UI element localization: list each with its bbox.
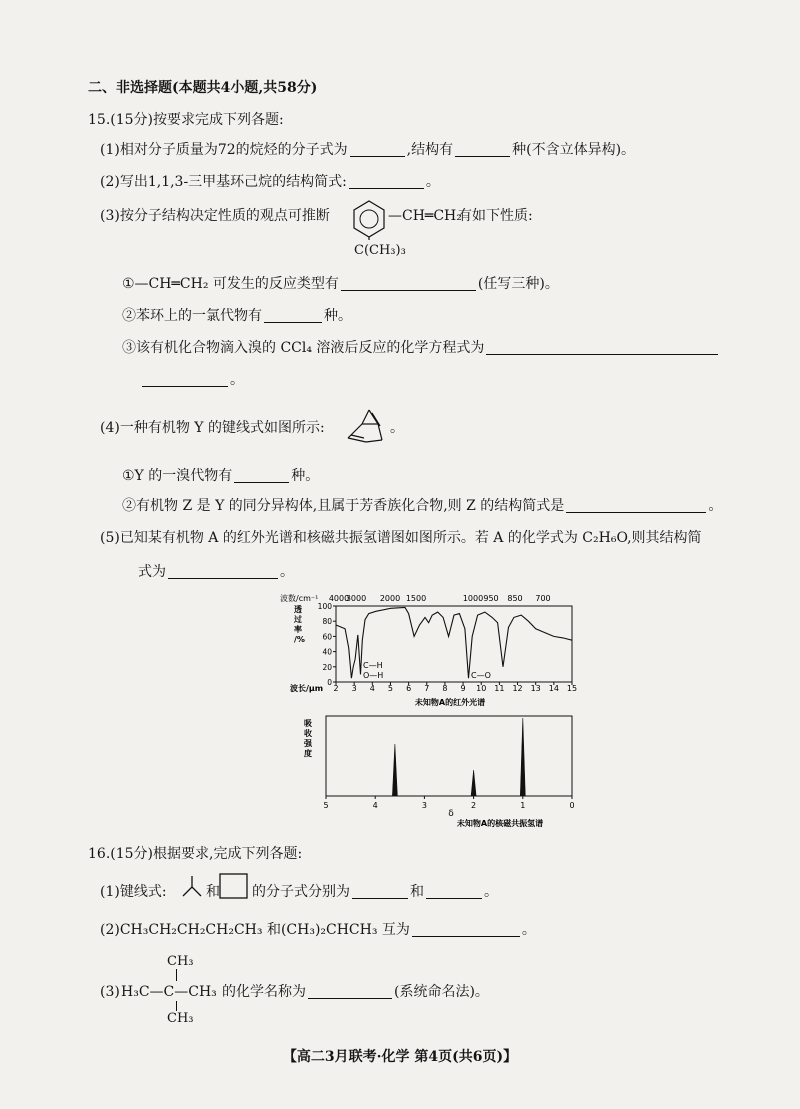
q15-part4-i (122, 466, 319, 486)
ir-xtick-label: 9 (460, 684, 466, 693)
answer-blank[interactable] (234, 468, 289, 483)
ir-top-tick-label: 3000 (345, 594, 367, 603)
q15-p4-ii-text-b: 。 (708, 498, 723, 514)
nmr-xticks (323, 796, 574, 810)
q16-p3-top-methyl: CH₃ (167, 954, 194, 969)
q15-p2-text-b: 。 (425, 174, 440, 190)
ir-top-tick-label: 1500 (405, 594, 427, 603)
bond-line (176, 1001, 177, 1011)
answer-blank[interactable] (455, 142, 510, 157)
bond-line (176, 969, 177, 981)
nmr-xtick-label: 0 (569, 801, 575, 810)
q15-part3-i (122, 274, 559, 294)
propane-skeletal-structure (180, 872, 204, 900)
q15-part1 (100, 140, 635, 160)
nmr-peak (392, 744, 397, 796)
nmr-peak (520, 718, 525, 796)
answer-blank[interactable] (412, 922, 520, 937)
nmr-spectrum-chart (300, 712, 590, 830)
ir-top-ticks (329, 594, 551, 603)
nmr-ylabel-3: 强 (304, 739, 312, 748)
ir-xtick-label: 4 (369, 684, 375, 693)
answer-blank[interactable] (341, 276, 476, 291)
q15-part3-ii (122, 306, 352, 326)
nmr-xtick-label: 4 (372, 801, 378, 810)
q15-p3-text-b: 有如下性质: (458, 208, 533, 224)
q15-p3-iii-text-a: ③该有机化合物滴入溴的 CCl₄ 溶液后反应的化学方程式为 (122, 340, 485, 356)
ir-annotation-co: C—O (471, 671, 491, 680)
ir-ylabel-2: 过 (294, 615, 302, 624)
q16-p1-text-e: 。 (484, 884, 498, 900)
q15-part5: (5)已知某有机物 A 的红外光谱和核磁共振氢谱图如图所示。若 A 的化学式为 C₂H₆O,则其结构简 (100, 530, 702, 546)
ir-ylabel-1: 透 (294, 605, 302, 614)
q15-p4-text-b: 。 (390, 420, 404, 436)
q16-part1-a: (1)键线式: (100, 884, 167, 900)
ir-top-tick-label: 2000 (379, 594, 401, 603)
nmr-xtick-label: 2 (471, 801, 477, 810)
norbornadiene-structure (342, 404, 388, 446)
answer-blank[interactable] (486, 340, 718, 355)
nmr-xlabel: δ (448, 809, 454, 819)
q15-p4-i-text-a: ①Y 的一溴代物有 (122, 468, 233, 484)
nmr-peak (471, 770, 476, 796)
q16-header: 16.(15分)根据要求,完成下列各题: (88, 846, 303, 862)
q16-p3-text-b: 的化学名称为 (222, 984, 306, 1000)
nmr-xtick-label: 1 (520, 801, 526, 810)
ir-top-tick-label: 4000 (328, 594, 350, 603)
ir-xtick-label: 2 (333, 684, 339, 693)
ir-ytick-label: 0 (327, 678, 332, 687)
q15-header: 15.(15分)按要求完成下列各题: (88, 112, 284, 128)
section-title: 二、非选择题(本题共4小题,共58分) (88, 80, 318, 96)
q16-p1-text-b: 和 (206, 884, 220, 900)
ir-ytick-label: 60 (322, 632, 332, 642)
ir-xtick-label: 7 (424, 684, 430, 693)
answer-blank[interactable] (566, 498, 706, 513)
answer-blank[interactable] (264, 308, 322, 323)
ir-ylabel-3: 率 (294, 625, 302, 634)
q16-p3-text-c: (系统命名法)。 (394, 984, 489, 1000)
q15-p5-text-b: 式为 (138, 564, 166, 580)
q15-p3-ii-text-a: ②苯环上的一氯代物有 (122, 308, 262, 324)
q15-p2-text-a: (2)写出1,1,3-三甲基环己烷的结构简式: (100, 174, 347, 190)
ir-spectrum-chart (270, 588, 590, 713)
q15-p5-text-c: 。 (280, 564, 294, 580)
ir-annotation-ch: C—H (363, 661, 383, 670)
q16-p3-bottom-methyl: CH₃ (167, 1011, 194, 1026)
q16-p3-main-chain: H₃C—C—CH₃ (121, 984, 217, 1000)
q16-part2 (100, 920, 536, 940)
benzene-ring-structure (349, 198, 389, 240)
ir-ytick-label: 20 (322, 662, 332, 672)
q16-p2-text-b: 。 (521, 922, 536, 938)
nmr-plot-frame (326, 716, 572, 796)
q15-p1-text-b: ,结构有 (406, 142, 454, 158)
q15-p1-text-a: (1)相对分子质量为72的烷烃的分子式为 (100, 142, 348, 158)
q15-p3-i-text-b: (任写三种)。 (477, 276, 559, 292)
q16-p1-text-c: 的分子式分别为 (252, 884, 350, 900)
q15-p3-iii-text-b: 。 (230, 372, 244, 388)
answer-blank[interactable] (426, 884, 482, 899)
ir-annotation-oh: O—H (363, 671, 384, 680)
ir-xtick-label: 6 (406, 684, 412, 693)
nmr-title: 未知物A的核磁共振氢谱 (456, 819, 544, 828)
q15-p3-i-text-a: ①—CH═CH₂ 可发生的反应类型有 (122, 276, 339, 292)
q15-p3-tert-butyl: C(CH₃)₃ (354, 243, 406, 258)
ir-xtick-label: 14 (548, 684, 559, 693)
answer-blank[interactable] (142, 372, 228, 387)
ir-xtick-label: 5 (387, 684, 394, 693)
ir-xtick-label: 8 (442, 684, 448, 693)
ir-ylabel-4: /% (294, 635, 305, 644)
ir-title: 未知物A的红外光谱 (414, 698, 486, 707)
ir-xtick-label: 12 (512, 684, 523, 693)
q15-p4-ii-text-a: ②有机物 Z 是 Y 的同分异构体,且属于芳香族化合物,则 Z 的结构简式是 (122, 498, 565, 514)
q15-p4-i-text-b: 种。 (291, 468, 320, 484)
nmr-ylabel-2: 收 (304, 729, 312, 738)
nmr-peaks (392, 718, 525, 796)
ir-xticks (333, 682, 577, 693)
q16-p1-text-d: 和 (410, 884, 424, 900)
ir-top-axis-label: 波数/cm⁻¹ (280, 594, 319, 603)
q16-p2-text-a: (2)CH₃CH₂CH₂CH₂CH₃ 和(CH₃)₂CHCH₃ 互为 (100, 922, 410, 938)
ir-xtick-label: 13 (530, 684, 541, 693)
ir-ytick-label: 40 (322, 647, 332, 657)
page-footer: 【高二3月联考·化学 第4页(共6页)】 (282, 1049, 518, 1065)
ir-top-tick-label: 950 (483, 594, 499, 603)
q15-part4-ii (122, 496, 722, 516)
ir-ytick-label: 80 (322, 617, 332, 627)
nmr-ylabel-4: 度 (304, 749, 312, 758)
q15-part5-cont (138, 562, 294, 582)
answer-blank[interactable] (308, 984, 392, 999)
ir-xtick-label: 15 (566, 684, 578, 693)
ir-top-tick-label: 850 (507, 594, 523, 603)
q16-p3-label: (3) (100, 984, 120, 1000)
ir-xlabel: 波长/μm (290, 684, 324, 693)
ir-xtick-label: 11 (494, 684, 505, 693)
answer-blank[interactable] (350, 142, 405, 157)
q15-part3-iii (122, 338, 720, 358)
ir-top-tick-label: 1000 (462, 594, 484, 603)
ir-top-tick-label: 700 (535, 594, 551, 603)
q16-part1-rest (252, 882, 498, 902)
q15-p1-text-c: 种(不含立体异构)。 (512, 142, 636, 158)
ir-xtick-label: 10 (476, 684, 487, 693)
ir-xtick-label: 3 (351, 684, 357, 693)
q15-p3-ii-text-b: 种。 (324, 308, 352, 324)
q15-p3-vinyl-group: —CH═CH₂ (388, 208, 462, 224)
q15-part3-iii-cont (140, 370, 244, 390)
ir-yticks (318, 602, 336, 687)
answer-blank[interactable] (352, 884, 408, 899)
q15-part4-intro: (4)一种有机物 Y 的键线式如图所示: (100, 420, 325, 436)
q16-part3-rest (222, 982, 489, 1002)
answer-blank[interactable] (349, 174, 424, 189)
answer-blank[interactable] (168, 564, 278, 579)
nmr-xtick-label: 5 (323, 801, 329, 810)
nmr-xtick-label: 3 (421, 801, 427, 810)
cyclobutane-skeletal-structure (218, 872, 250, 900)
q15-part3-intro: (3)按分子结构决定性质的观点可推断 (100, 208, 330, 224)
nmr-ylabel-1: 吸 (304, 719, 312, 728)
q15-part2 (100, 172, 440, 192)
ir-ytick-label: 100 (317, 602, 332, 611)
